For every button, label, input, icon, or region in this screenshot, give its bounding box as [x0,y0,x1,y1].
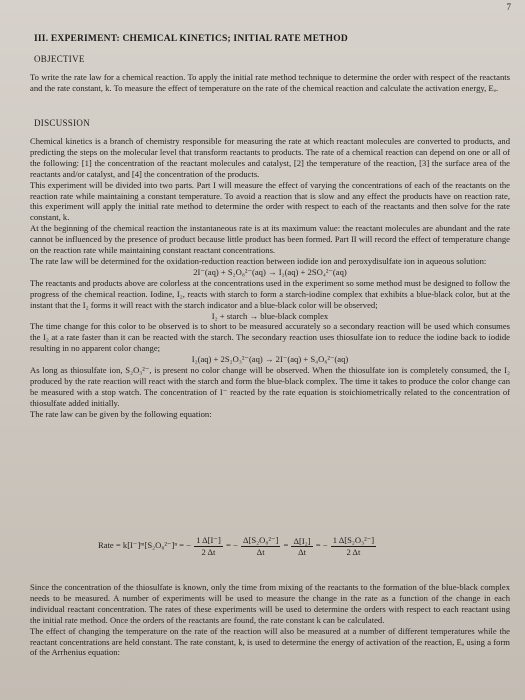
objective-paragraph: To write the rate law for a chemical reaction. To apply the initial rate method technique to determine the order with respect of the reactants and the rate constant, k. To measure the effect of temperature on the rate of the chemical reaction and calculate the activation energy, Eₐ. [30,72,510,93]
rate-term-2-den: Δt [256,547,265,557]
equation-reaction: 2I⁻(aq) + S₂O₈²⁻(aq) → I₂(aq) + 2SO₄²⁻(aq) [193,266,347,277]
rate-term-1-op: = − [225,539,238,550]
rate-term-1-num: 1 Δ[I⁻] [196,535,221,545]
rate-term-4-den: 2 Δt [346,547,361,557]
rate-law-equation [98,535,377,557]
discussion-body-continued [30,582,510,658]
objective-text [30,72,510,94]
objective-heading: OBJECTIVE [34,54,85,64]
rate-term-1-den: 2 Δt [201,547,216,557]
discussion-heading: DISCUSSION [34,118,91,128]
equation-thiosulfate: I₂(aq) + 2S₂O₃²⁻(aq) → 2I⁻(aq) + S₄O₆²⁻(aq) [191,354,349,365]
discussion-para-3: At the beginning of the chemical reaction the instantaneous rate is at its maximum value: the reactant molecules are abundant and the rate cannot be influenced by the presence of product because little product has been formed. Part II will record the effect of temperature change on the reaction rate while maintaining constant reactant concentrations. [30,223,510,256]
discussion-body [30,136,510,420]
rate-term-3-op: = − [315,539,328,550]
discussion-para-1: Chemical kinetics is a branch of chemistry responsible for measuring the rate at which reactant molecules are converted to products, and predicting the steps on the molecular level that transform reactants to products. The rate of a chemical reaction can depend on one or all of the following: [1] the concentration of the reactant molecules and catalyst, [2] the temperature of the reaction, [3] the surface area of the reactants and/or catalyst, and [4] the concentration of the products. [30,136,510,179]
rate-term-4 [331,535,376,557]
rate-term-2-num: Δ[S₂O₈²⁻] [242,535,279,545]
rate-term-4-num: 1 Δ[S₂O₃²⁻] [332,535,375,545]
page-number: 7 [506,2,511,12]
discussion-para-10: The effect of changing the temperature on the rate of the reaction will also be measured at a number of different temperatures while the reactant concentrations are held constant. The rate constant, k, is used to determine the energy of activation of the reaction, Eₐ using a form of the Arrhenius equation: [30,625,510,658]
discussion-para-6: The time change for this color to be observed is to short to be measured accurately so a secondary reaction will be used which consumes the I₂ at a rate faster than it can be reacted with the starch. The secondary reaction uses thiosulfate ion to reduce the iodine back to iodide resulting in no apparent color change; [30,321,510,354]
rate-term-3 [291,536,312,557]
discussion-para-7: As long as thiosulfate ion, S₂O₃²⁻, is present no color change will be observed. When the thiosulfate ion is completely consumed, the I₂ produced by the rate reaction will react with the starch and form the blue-black complex. The time it takes to produce the color change can be measured with a stop watch. The concentration of I⁻ reacted by the rate equation is stoichiometrically related to the concentration of thiosulfate added initially. [30,365,510,408]
rate-term-2 [241,535,280,557]
discussion-para-5: The reactants and products above are colorless at the concentrations used in the experiment so some method must be designed to follow the progress of the chemical reaction. Iodine, I₂, reacts with starch to form a starch-iodine complex that exhibits a blue-black color, but at the instant that the I₂ forms it will react with the starch indicator and a blue-black color will be observed; [30,277,510,310]
rate-term-3-den: Δt [298,546,306,557]
discussion-para-4: The rate law will be determined for the oxidation-reduction reaction between iodide ion and peroxydisulfate ion in aqueous solution: [30,255,487,266]
rate-term-1 [194,535,223,557]
rate-term-2-op: = [283,539,289,550]
page-title: III. EXPERIMENT: CHEMICAL KINETICS; INITIAL RATE METHOD [34,34,348,44]
equation-starch: I₂ + starch → blue-black complex [211,310,329,321]
rate-term-3-num: Δ[I₂] [293,535,311,546]
discussion-para-9: Since the concentration of the thiosulfate is known, only the time from mixing of the reactants to the formation of the blue-black complex needs to be measured. A number of experiments will be used to measure the change in the rate as a function of the change in each individual reactant concentration. The rates of these experiments will be used to determine the orders with respect to each reactant using the initial rate method. Once the orders of the reactants are found, the rate constant k can be calculated. [30,582,510,625]
discussion-para-2: This experiment will be divided into two parts. Part I will measure the effect of varying the concentrations of each of the reactants on the reaction rate while maintaining a constant temperature. To avoid a reaction that is slow and any effect the products have on reaction rate, this experiment will apply the initial rate method to determine the order with respect to each of the reactants and then solve for the rate constant, k. [30,179,510,223]
discussion-para-8: The rate law can be given by the following equation: [30,408,212,419]
rate-law-label: Rate = k[I⁻]ᵐ[S₂O₈²⁻]ⁿ = − [98,539,192,550]
